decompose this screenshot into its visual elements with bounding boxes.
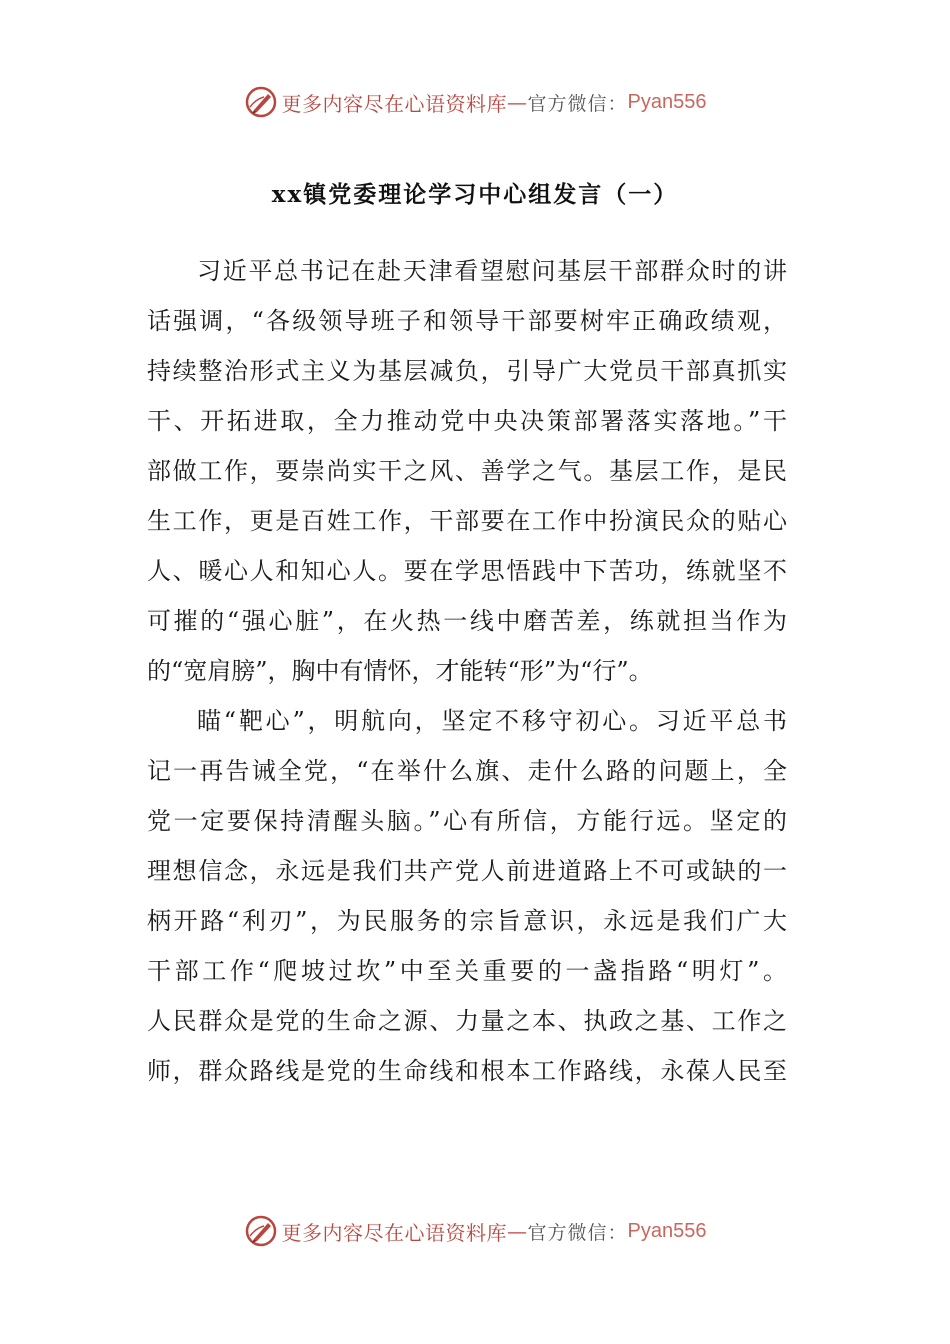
header-watermark-banner [0, 80, 950, 124]
banner-wechat-id: Pyan556 [627, 90, 707, 113]
banner-dash: — [507, 1219, 528, 1243]
banner-text: 更多内容尽在心语资料库 [281, 91, 507, 116]
document-body [147, 246, 787, 1096]
document-title: xx镇党委理论学习中心组发言（一） [271, 181, 679, 208]
banner-wechat-label: 官方微信： [527, 1221, 628, 1244]
text-line: 理想信念，永远是我们共产党人前进道路上不可或缺的一 [147, 857, 787, 885]
pen-logo-icon [244, 1214, 278, 1248]
text-line: 干部工作“爬坡过坎”中至关重要的一盏指路“明灯”。 [147, 957, 787, 985]
banner-wechat-label: 官方微信： [527, 92, 628, 115]
text-line: 师，群众路线是党的生命线和根本工作路线，永葆人民至 [147, 1057, 787, 1085]
text-line: 的“宽肩膀”，胸中有情怀，才能转“形”为“行”。 [147, 657, 653, 685]
pen-logo-icon [244, 85, 278, 119]
text-line: 可摧的“强心脏”，在火热一线中磨苦差，练就担当作为 [147, 607, 787, 635]
text-line: 习近平总书记在赴天津看望慰问基层干部群众时的讲 [197, 257, 787, 285]
text-line: 持续整治形式主义为基层减负，引导广大党员干部真抓实 [147, 357, 787, 385]
text-line: 人民群众是党的生命之源、力量之本、执政之基、工作之 [147, 1007, 787, 1035]
text-line: 话强调，“各级领导班子和领导干部要树牢正确政绩观， [147, 307, 787, 335]
banner-wechat-id: Pyan556 [627, 1219, 707, 1242]
text-line: 党一定要保持清醒头脑。”心有所信，方能行远。坚定的 [147, 807, 787, 835]
text-line: 记一再告诫全党，“在举什么旗、走什么路的问题上，全 [147, 757, 787, 785]
text-line: 瞄“靶心”，明航向，坚定不移守初心。习近平总书 [197, 707, 787, 735]
text-line: 生工作，更是百姓工作，干部要在工作中扮演民众的贴心 [147, 507, 787, 535]
text-line: 人、暖心人和知心人。要在学思悟践中下苦功，练就坚不 [147, 557, 787, 585]
banner-dash: — [507, 90, 528, 114]
banner-text: 更多内容尽在心语资料库 [281, 1220, 507, 1245]
text-line: 部做工作，要崇尚实干之风、善学之气。基层工作，是民 [147, 457, 787, 485]
footer-watermark-banner [0, 1209, 950, 1253]
text-line: 干、开拓进取，全力推动党中央决策部署落实落地。”干 [147, 407, 787, 435]
text-line: 柄开路“利刃”，为民服务的宗旨意识，永远是我们广大 [147, 907, 787, 935]
